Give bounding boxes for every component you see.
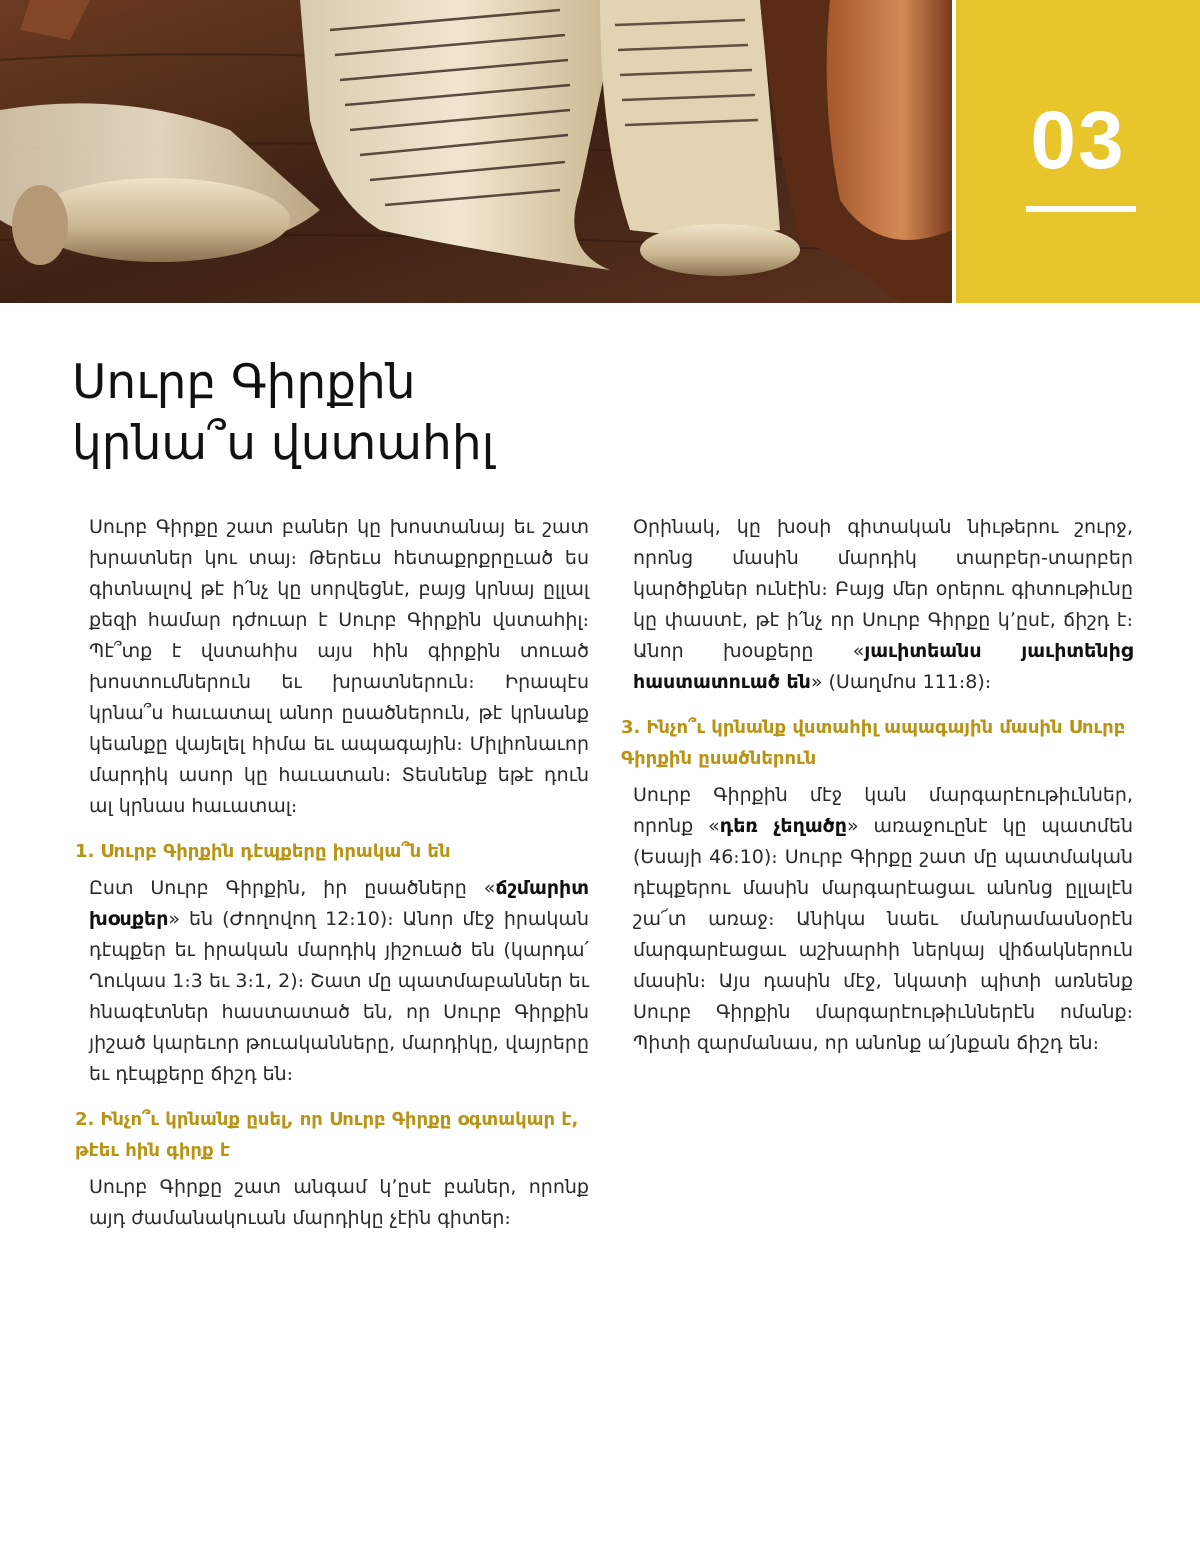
section-2-body-continued [633, 512, 1133, 698]
section-3-title: Ինչո՞ւ կրնանք վստահիլ ապագային մասին Սուրբ Գիրքին ըսածներուն [621, 717, 1126, 769]
section-1-text-before: Ըստ Սուրբ Գիրքին, իր ըսածները « [89, 877, 496, 899]
section-2-bold: յաւիտեանս յաւիտենից հաստատուած են [633, 640, 1133, 693]
page-title [72, 352, 632, 474]
section-3-text-before: Սուրբ Գիրքին մէջ կան մարգարէութիւններ, որոնք « [633, 784, 1133, 837]
section-2-text-after: » (Սաղմոս 111։8)։ [810, 671, 992, 693]
section-1-bold: ճշմարիտ խօսքեր [89, 877, 589, 930]
section-3-body [633, 780, 1133, 1059]
section-3-bold: դեռ չեղածը [719, 815, 847, 837]
section-1-heading [75, 836, 589, 867]
lesson-number: 03 [1030, 95, 1126, 186]
section-1-title: Սուրբ Գիրքին դէպքերը իրակա՞ն են [100, 841, 451, 862]
section-2-number: 2. [75, 1109, 95, 1130]
section-2-body-start: Սուրբ Գիրքը շատ անգամ կ՚ըսէ բաներ, որոնք այդ ժամանակուան մարդիկը չէին գիտեր։ [89, 1176, 589, 1229]
lesson-number-underline [1026, 206, 1136, 212]
lesson-number-badge [956, 0, 1200, 303]
section-3-number: 3. [621, 717, 641, 738]
right-column [621, 512, 1134, 1059]
section-1-body [89, 873, 589, 1090]
left-column [75, 512, 589, 1234]
title-line-1: Սուրբ Գիրքին [72, 355, 416, 410]
section-1-number: 1. [75, 841, 95, 862]
scroll-illustration [0, 0, 952, 303]
section-3-heading [621, 712, 1133, 774]
section-2-title: Ինչո՞ւ կրնանք ըսել, որ Սուրբ Գիրքը օգտակար է, թէեւ հին գիրք է [75, 1109, 579, 1161]
title-line-2: կրնա՞ս վստահիլ [72, 416, 495, 471]
section-2-heading [75, 1104, 589, 1166]
section-1-text-after: » են (Ժողովող 12։10)։ Անոր մէջ իրական դէպքեր եւ իրական մարդիկ յիշուած են (կարդա՛ Ղուկաս 1։3 եւ 3։1, 2)։ Շատ մը պատմաբաններ եւ հնագէտներ հաստատած են, որ Սուրբ Գիրքին յիշած կարեւոր թուականները, մարդիկը, վայրերը եւ դէպքերը ճիշդ են։ [89, 908, 589, 1085]
section-2-text-before: Օրինակ, կը խօսի գիտական նիւթերու շուրջ, որոնց մասին մարդիկ տարբեր-տարբեր կարծիքներ ունէին։ Բայց մեր օրերու գիտութիւնը կը փաստէ, թէ ի՛նչ որ Սուրբ Գիրքը կ՚ըսէ, ճիշդ է։ Անոր խօսքերը « [633, 516, 1133, 662]
section-3-text-after: » առաջուընէ կը պատմեն (Եսայի 46։10)։ Սուրբ Գիրքը շատ մը պատմական դէպքերու մասին մարգարէացաւ անոնց ըլլալէն շա՜տ առաջ։ Անիկա նաեւ մանրամասնօրէն մարգարէացաւ աշխարհի ներկայ վիճակներուն մասին։ Այս դասին մէջ, նկատի պիտի առնենք Սուրբ Գիրքին մարգարէութիւններէն ոմանք։ Պիտի զարմանաս, որ անոնք ա՛յնքան ճիշդ են։ [633, 815, 1134, 1054]
hero-image-scrolls [0, 0, 952, 303]
intro-paragraph: Սուրբ Գիրքը շատ բաներ կը խոստանայ եւ շատ խրատներ կու տայ։ Թերեւս հետաքրքրըւած ես գիտնալով թէ ի՛նչ կը սորվեցնէ, բայց կրնայ ըլլալ քեզի համար դժուար է Սուրբ Գիրքին վստահիլ։ Պէ՞տք է վստահիս այս հին գիրքին տուած խոստումներուն եւ խրատներուն։ Իրապէս կրնա՞ս հաւատալ անոր ըսածներուն, թէ կրնանք կեանքը վայելել հիմա եւ ապագային։ Միլիոնաւոր մարդիկ ասոր կը հաւատան։ Տեսնենք եթէ դուն ալ կրնաս հաւատալ։ [89, 516, 589, 817]
